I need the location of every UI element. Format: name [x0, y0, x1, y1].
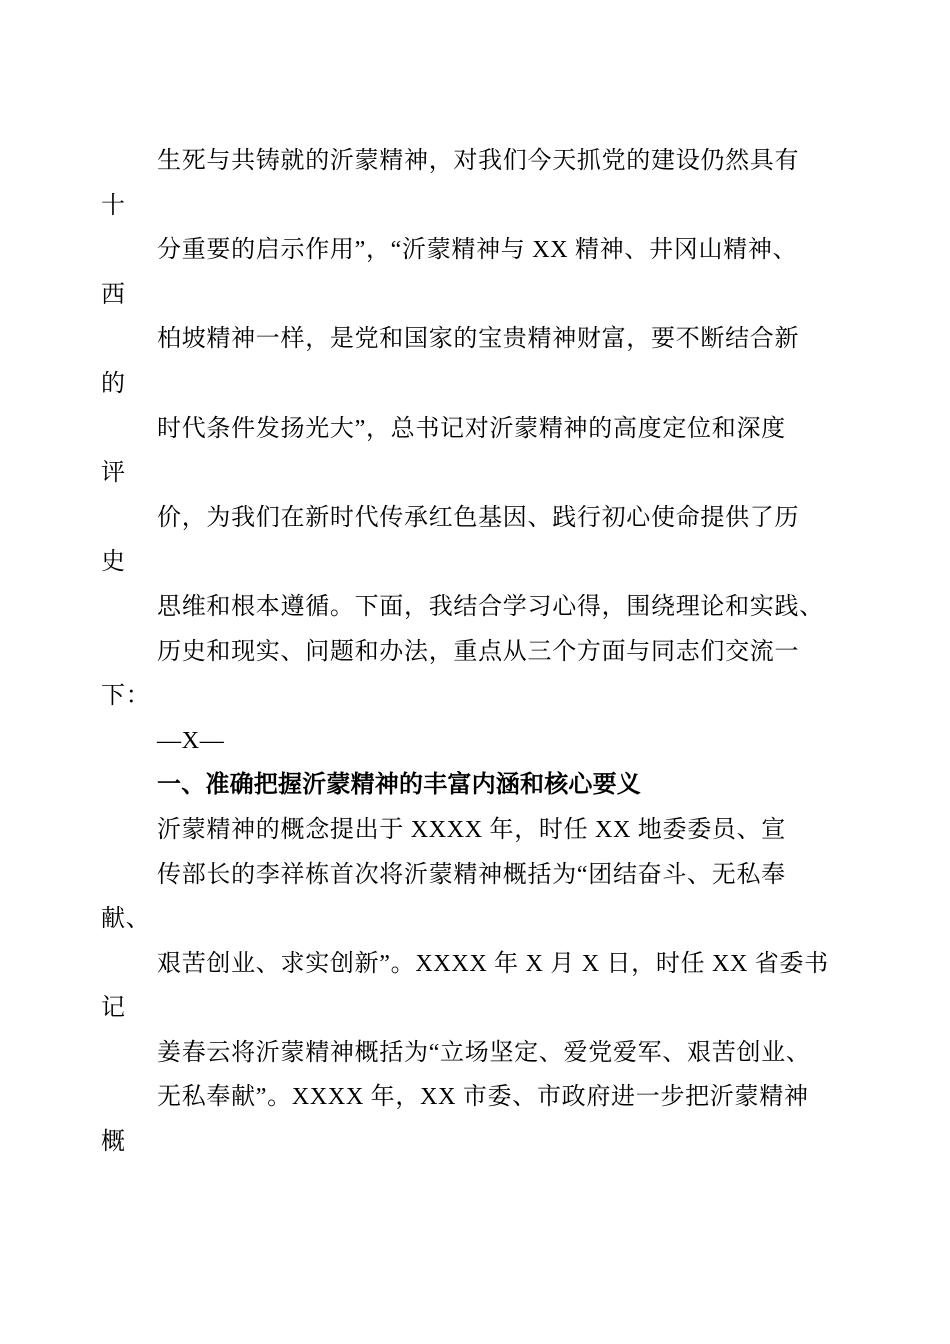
text-line: 柏坡精神一样，是党和国家的宝贵精神财富，要不断结合新 — [157, 326, 800, 353]
text-line: 无私奉献”。XXXX 年，XX 市委、市政府进一步把沂蒙精神 — [157, 1084, 809, 1111]
text-line: 记 — [101, 995, 126, 1022]
text-line: 分重要的启示作用”，“沂蒙精神与 XX 精神、井冈山精神、 — [157, 237, 798, 264]
text-line: 西 — [101, 281, 126, 308]
text-line: 下： — [101, 683, 151, 710]
text-line: 十 — [101, 192, 126, 219]
text-line: 传部长的李祥栋首次将沂蒙精神概括为“团结奋斗、无私奉 — [157, 861, 786, 888]
text-line: 史 — [101, 549, 126, 576]
text-line: 历史和现实、问题和办法，重点从三个方面与同志们交流一 — [157, 638, 800, 665]
text-line: 生死与共铸就的沂蒙精神，对我们今天抓党的建设仍然具有 — [157, 148, 800, 174]
text-line: 时代条件发扬光大”，总书记对沂蒙精神的高度定位和深度 — [157, 415, 786, 442]
document-text — [101, 139, 940, 1165]
text-line: 姜春云将沂蒙精神概括为“立场坚定、爱党爱军、艰苦创业、 — [157, 1039, 811, 1066]
text-line: 艰苦创业、求实创新”。XXXX 年 X 月 X 日，时任 XX 省委书 — [157, 950, 829, 977]
text-line: 的 — [101, 370, 126, 397]
text-line: 评 — [101, 460, 126, 487]
section-separator: —X— — [157, 727, 225, 754]
text-line: 思维和根本遵循。下面，我结合学习心得，围绕理论和实践、 — [157, 593, 824, 620]
text-line: 沂蒙精神的概念提出于 XXXX 年，时任 XX 地委委员、宣 — [157, 816, 786, 843]
text-line: 献、 — [101, 906, 151, 933]
text-line: 概 — [101, 1129, 126, 1156]
text-line: 价，为我们在新时代传承红色基因、践行初心使命提供了历 — [157, 504, 800, 531]
section-heading: 一、准确把握沂蒙精神的丰富内涵和核心要义 — [157, 771, 641, 799]
